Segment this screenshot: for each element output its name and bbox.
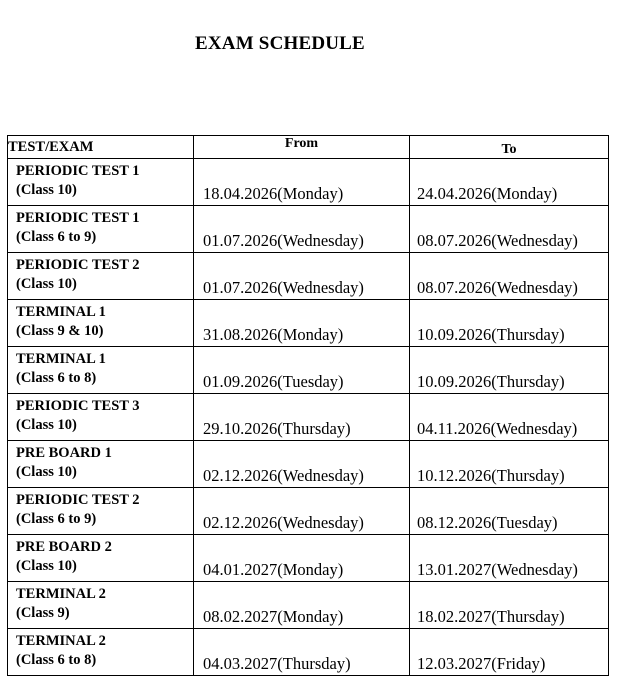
table-row	[8, 488, 609, 535]
to-date: 10.09.2026(Thursday)	[410, 300, 609, 347]
to-date: 13.01.2027(Wednesday)	[410, 535, 609, 582]
exam-cell	[8, 488, 194, 535]
exam-name: PERIODIC TEST 1	[16, 210, 140, 226]
exam-name: PRE BOARD 1	[16, 445, 112, 461]
to-date: 04.11.2026(Wednesday)	[410, 394, 609, 441]
table-row	[8, 441, 609, 488]
exam-cell	[8, 300, 194, 347]
table-row	[8, 206, 609, 253]
from-date: 31.08.2026(Monday)	[194, 300, 410, 347]
header-to: To	[410, 136, 609, 159]
from-date: 04.01.2027(Monday)	[194, 535, 410, 582]
from-date: 01.09.2026(Tuesday)	[194, 347, 410, 394]
exam-cell	[8, 253, 194, 300]
exam-class: (Class 10)	[16, 182, 77, 198]
table-row	[8, 394, 609, 441]
from-date: 29.10.2026(Thursday)	[194, 394, 410, 441]
table-row	[8, 535, 609, 582]
exam-cell	[8, 535, 194, 582]
exam-name: PERIODIC TEST 2	[16, 492, 140, 508]
table-header-row	[8, 136, 609, 159]
exam-class: (Class 9)	[16, 605, 70, 621]
table-row	[8, 347, 609, 394]
exam-cell	[8, 582, 194, 629]
from-date: 02.12.2026(Wednesday)	[194, 488, 410, 535]
to-date: 08.07.2026(Wednesday)	[410, 206, 609, 253]
exam-cell	[8, 206, 194, 253]
table-row	[8, 582, 609, 629]
to-date: 24.04.2026(Monday)	[410, 159, 609, 206]
exam-class: (Class 10)	[16, 558, 77, 574]
exam-cell	[8, 441, 194, 488]
from-date: 01.07.2026(Wednesday)	[194, 253, 410, 300]
page-title: EXAM SCHEDULE	[195, 33, 365, 54]
from-date: 18.04.2026(Monday)	[194, 159, 410, 206]
exam-class: (Class 6 to 8)	[16, 370, 97, 386]
to-date: 18.02.2027(Thursday)	[410, 582, 609, 629]
exam-name: PERIODIC TEST 3	[16, 398, 140, 414]
table-row	[8, 253, 609, 300]
exam-class: (Class 10)	[16, 417, 77, 433]
exam-class: (Class 6 to 9)	[16, 511, 97, 527]
table-row	[8, 159, 609, 206]
exam-class: (Class 6 to 8)	[16, 652, 97, 668]
exam-cell	[8, 347, 194, 394]
exam-class: (Class 10)	[16, 464, 77, 480]
to-date: 10.09.2026(Thursday)	[410, 347, 609, 394]
exam-name: TERMINAL 1	[16, 304, 106, 320]
from-date: 08.02.2027(Monday)	[194, 582, 410, 629]
exam-name: PERIODIC TEST 2	[16, 257, 140, 273]
exam-cell	[8, 629, 194, 676]
table-row	[8, 629, 609, 676]
from-date: 04.03.2027(Thursday)	[194, 629, 410, 676]
to-date: 08.07.2026(Wednesday)	[410, 253, 609, 300]
to-date: 10.12.2026(Thursday)	[410, 441, 609, 488]
exam-schedule-table	[7, 135, 609, 676]
exam-cell	[8, 159, 194, 206]
exam-class: (Class 10)	[16, 276, 77, 292]
exam-name: TERMINAL 2	[16, 586, 106, 602]
from-date: 01.07.2026(Wednesday)	[194, 206, 410, 253]
header-from: From	[194, 136, 410, 159]
header-test-exam: TEST/EXAM	[8, 136, 194, 159]
exam-name: PRE BOARD 2	[16, 539, 112, 555]
exam-name: TERMINAL 1	[16, 351, 106, 367]
exam-class: (Class 6 to 9)	[16, 229, 97, 245]
exam-name: TERMINAL 2	[16, 633, 106, 649]
exam-cell	[8, 394, 194, 441]
to-date: 08.12.2026(Tuesday)	[410, 488, 609, 535]
table-row	[8, 300, 609, 347]
to-date: 12.03.2027(Friday)	[410, 629, 609, 676]
exam-name: PERIODIC TEST 1	[16, 163, 140, 179]
from-date: 02.12.2026(Wednesday)	[194, 441, 410, 488]
exam-class: (Class 9 & 10)	[16, 323, 104, 339]
